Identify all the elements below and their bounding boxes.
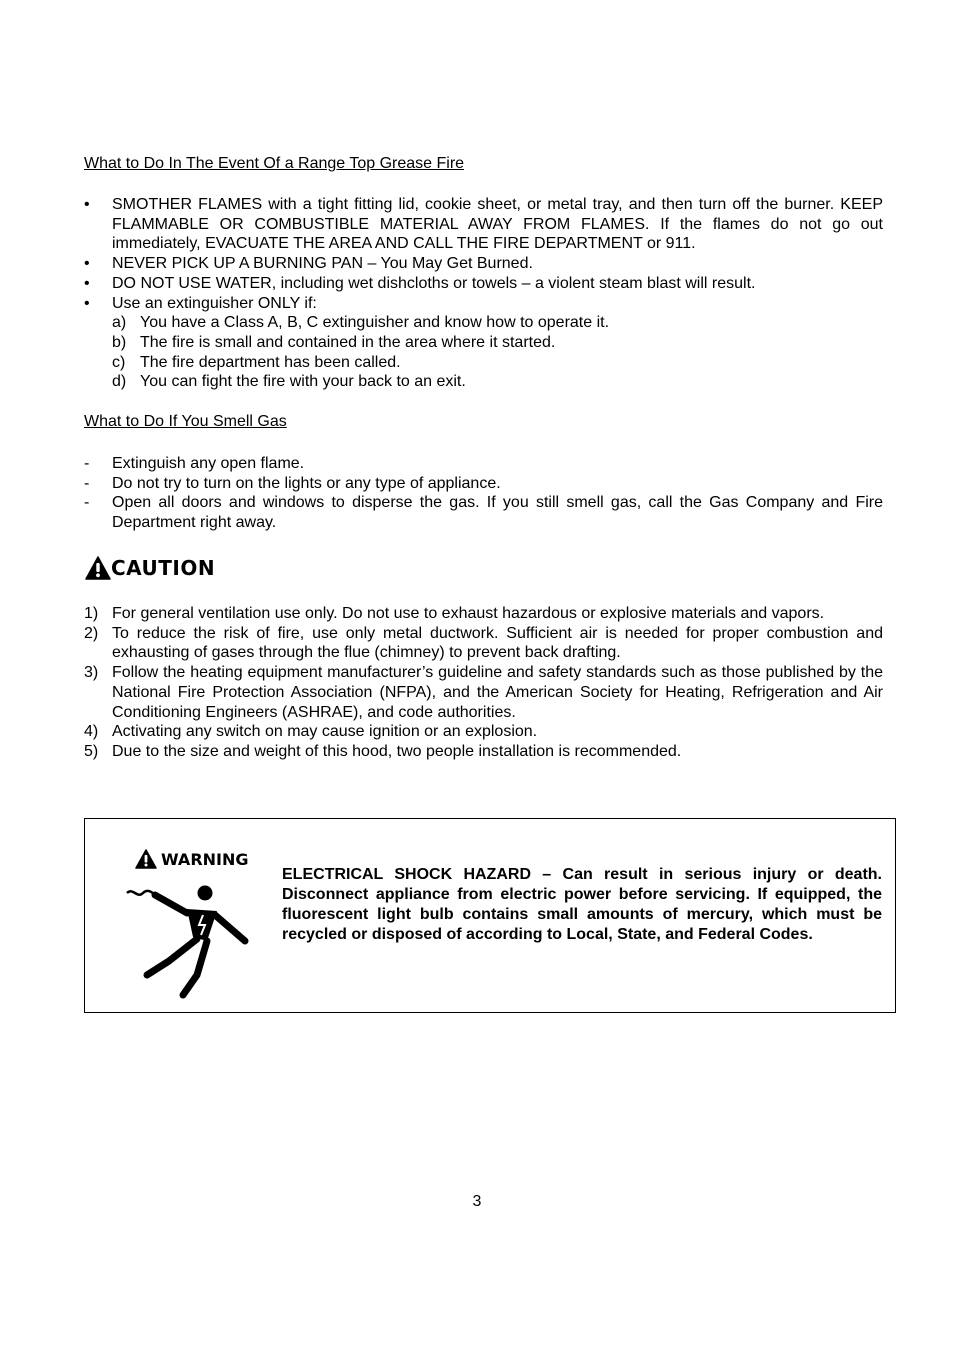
list-item: - Open all doors and windows to disperse the gas. If you still smell gas, call the Gas Company and Fire Department right away. xyxy=(84,494,883,532)
dash-marker: - xyxy=(84,474,90,492)
bullet-marker: • xyxy=(84,294,90,312)
page-number: 3 xyxy=(472,1193,482,1210)
extinguisher-conditions xyxy=(112,313,883,392)
bullet-marker: • xyxy=(84,274,90,292)
warning-box xyxy=(84,818,896,1013)
warning-text: ELECTRICAL SHOCK HAZARD – Can result in serious injury or death. Disconnect appliance from electric power before servicing. If equipped, the fluorescent light bulb contains small amounts of mercury, which must be recycled or disposed of according to Local, State, and Federal Codes. xyxy=(282,866,882,943)
electric-shock-icon xyxy=(125,883,255,1003)
warning-triangle-icon xyxy=(135,849,157,869)
list-item: 5) Due to the size and weight of this hood, two people installation is recommended. xyxy=(84,742,682,760)
list-item: • Use an extinguisher ONLY if: a) You have a Class A, B, C extinguisher and know how to operate it. b) The fire is small and contained in the area where it started. c) The fire department has been called. d) You can fight the fire with your back to an exit. xyxy=(84,294,883,393)
list-item: • SMOTHER FLAMES with a tight fitting lid, cookie sheet, or metal tray, and then turn off the burner. KEEP FLAMMABLE OR COMBUSTIBLE MATERIAL AWAY FROM FLAMES. If the flames do not go out immediately, EVACUATE THE AREA AND CALL THE FIRE DEPARTMENT or 911. xyxy=(84,196,883,253)
warning-label: WARNING xyxy=(135,849,249,869)
list-item: b) The fire is small and contained in the area where it started. xyxy=(112,333,556,351)
gas-smell-list xyxy=(84,454,883,533)
list-item: c) The fire department has been called. xyxy=(112,353,401,371)
list-item: 4) Activating any switch on may cause ignition or an explosion. xyxy=(84,723,538,741)
list-item: - Extinguish any open flame. xyxy=(84,455,305,472)
dash-marker: - xyxy=(84,455,90,472)
list-item: d) You can fight the fire with your back to an exit. xyxy=(112,373,466,391)
caution-title: CAUTION xyxy=(85,553,215,583)
list-item: 3) Follow the heating equipment manufacturer’s guideline and safety standards such as those published by the National Fire Protection Association (NFPA), and the American Society for Heating, Refrigeration and Air Conditioning Engineers (ASHRAE), and code authorities. xyxy=(84,664,883,721)
list-item: 1) For general ventilation use only. Do not use to exhaust hazardous or explosive materials and vapors. xyxy=(84,605,825,622)
bullet-marker: • xyxy=(84,196,90,213)
list-item: 2) To reduce the risk of fire, use only metal ductwork. Sufficient air is needed for proper combustion and exhausting of gases through the flue (chimney) to prevent back drafting. xyxy=(84,624,883,662)
list-item: • DO NOT USE WATER, including wet dishcloths or towels – a violent steam blast will result. xyxy=(84,274,756,292)
caution-list xyxy=(84,604,883,762)
bullet-marker: • xyxy=(84,255,90,273)
grease-fire-heading: What to Do In The Event Of a Range Top Grease Fire xyxy=(84,155,465,172)
caution-triangle-icon xyxy=(85,556,111,580)
gas-smell-heading: What to Do If You Smell Gas xyxy=(84,413,287,430)
dash-marker: - xyxy=(84,494,90,512)
grease-fire-list xyxy=(84,195,883,392)
list-item: a) You have a Class A, B, C extinguisher and know how to operate it. xyxy=(112,314,610,332)
list-item: • NEVER PICK UP A BURNING PAN – You May Get Burned. xyxy=(84,255,533,273)
list-item: - Do not try to turn on the lights or any type of appliance. xyxy=(84,474,501,492)
